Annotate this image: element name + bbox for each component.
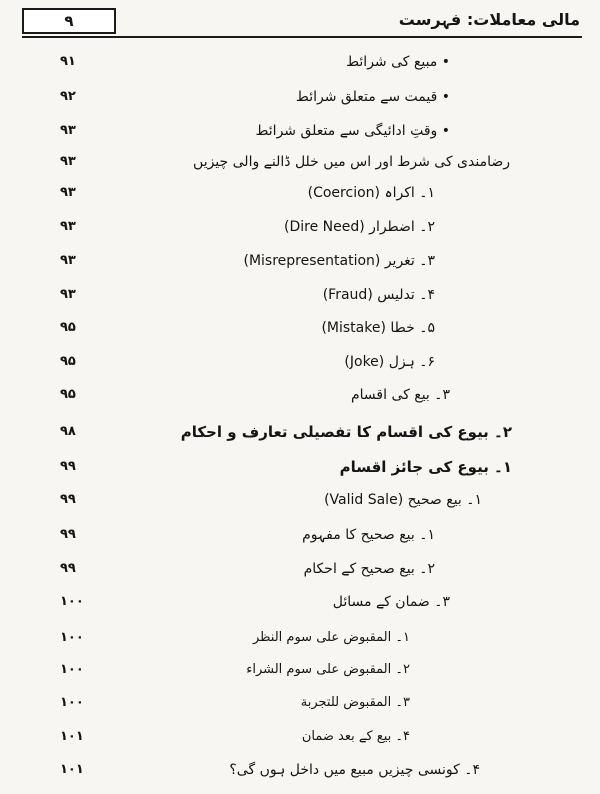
page-number: ۹ [22,8,116,34]
toc-entry [0,248,600,274]
toc-entry [0,657,600,683]
toc-text: ۲۔ بیوع کی اقسام کا تفصیلی تعارف و احکام [180,423,512,441]
toc-page: ۱۰۰ [60,662,84,677]
toc-text: ۱۔ اکراہ (Coercion) [307,185,435,201]
toc-entry [0,454,600,480]
toc-page: ۱۰۰ [60,594,84,609]
toc-page: ۹۹ [60,527,76,542]
toc-page: ۹۳ [60,253,76,268]
toc-entry [0,180,600,206]
toc-page: ۹۳ [60,154,76,169]
toc-page: ۹۸ [60,424,76,439]
toc-text: • قیمت سے متعلق شرائط [295,89,450,105]
running-head: مالی معاملات: فہرست [398,10,580,29]
toc-page: ۹۹ [60,492,76,507]
toc-page: ۹۲ [60,89,76,104]
toc-text: ۱۔ بیع صحیح (Valid Sale) [324,492,482,508]
toc-page: ۹۳ [60,185,76,200]
toc-entry [0,118,600,144]
toc-entry [0,349,600,375]
toc-page: ۹۱ [60,54,76,69]
toc-entry [0,419,600,445]
toc-text: ۳۔ تغریر (Misrepresentation) [243,253,435,269]
toc-entry [0,382,600,408]
toc-page: ۹۵ [60,320,76,335]
toc-entry [0,589,600,615]
toc-entry [0,625,600,651]
toc-text: ۱۔ المقبوض علی سوم النظر [252,630,410,645]
toc-page: ۱۰۰ [60,630,84,645]
toc-entry [0,214,600,240]
toc-page: ۹۳ [60,123,76,138]
toc-entry [0,690,600,716]
toc-text: • وقتِ ادائیگی سے متعلق شرائط [255,123,450,139]
toc-text: ۳۔ ضمان کے مسائل [332,594,450,610]
toc-text: ۳۔ المقبوض للتجربة [300,695,410,710]
toc-text: ۵۔ خطا (Mistake) [321,320,435,336]
toc-entry [0,724,600,750]
toc-text: ۴۔ بیع کے بعد ضمان [301,729,410,744]
toc-page: ۱۰۱ [60,729,84,744]
toc-page: ۱۰۱ [60,762,84,777]
toc-entry [0,49,600,75]
toc-page: ۱۰۰ [60,695,84,710]
toc-page: ۹۵ [60,387,76,402]
toc-text: ۲۔ المقبوض علی سوم الشراء [246,662,410,677]
toc-page: ۹۹ [60,561,76,576]
toc-text: ۲۔ بیع صحیح کے احکام [303,561,435,577]
toc-text: ۴۔ تدلیس (Fraud) [322,287,435,303]
toc-entry [0,84,600,110]
toc-entry [0,315,600,341]
toc-text: رضامندی کی شرط اور اس میں خلل ڈالنے والی چیزیں [193,154,510,170]
toc-page: ۹۵ [60,354,76,369]
toc-page: ۹۳ [60,287,76,302]
toc-text: ۴۔ کونسی چیزیں مبیع میں داخل ہوں گی؟ [229,762,480,778]
toc-entry [0,757,600,783]
toc-text: ۱۔ بیوع کی جائز اقسام [339,458,512,476]
toc-page: ۹۳ [60,219,76,234]
toc-text: ۳۔ بیع کی اقسام [351,387,450,403]
toc-entry [0,282,600,308]
toc-entry [0,556,600,582]
toc-page: ۹۹ [60,459,76,474]
toc-text: • مبیع کی شرائط [346,54,450,70]
toc-text: ۲۔ اضطرار (Dire Need) [284,219,435,235]
toc-entry [0,149,600,175]
toc-entry [0,522,600,548]
page-header [22,6,582,38]
toc-text: ۱۔ بیع صحیح کا مفہوم [302,527,435,543]
toc-entry [0,487,600,513]
toc-text: ۶۔ ہزل (Joke) [344,354,435,370]
